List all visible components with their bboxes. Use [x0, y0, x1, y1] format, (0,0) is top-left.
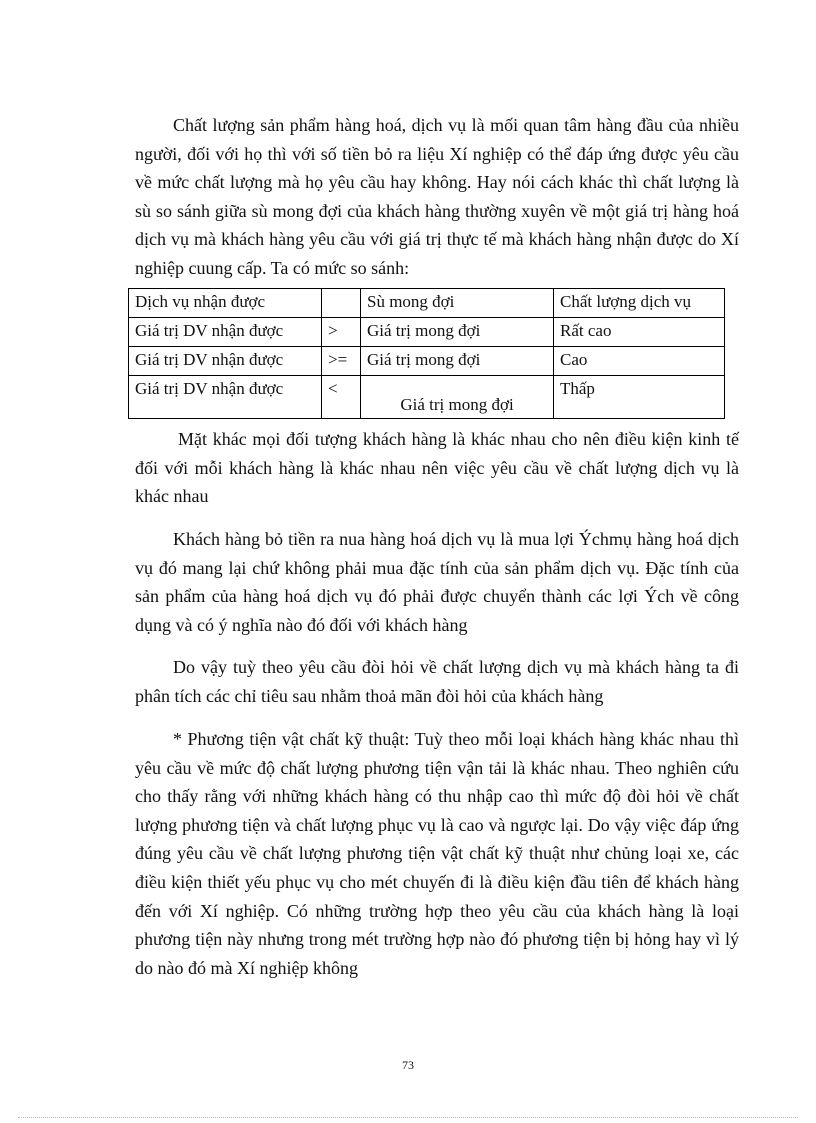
- table-row: [129, 318, 725, 347]
- table-cell: Giá trị mong đợi: [361, 376, 554, 419]
- paragraph-customer-differences: Mặt khác mọi đối tượng khách hàng là khác nhau cho nên điều kiện kinh tế đối với mỗi khách hàng là khác nhau nên việc yêu cầu về chất lượng dịch vụ là khác nhau: [135, 429, 739, 507]
- table-cell: Giá trị mong đợi: [361, 318, 554, 347]
- table-header-cell: Chất lượng dịch vụ: [554, 289, 725, 318]
- table-cell: Rất cao: [554, 318, 725, 347]
- paragraph-customer-benefits: Khách hàng bỏ tiền ra nua hàng hoá dịch vụ là mua lợi Ýchmụ hàng hoá dịch vụ đó mang lại chứ không phải mua đặc tính của sản phẩm dịch vụ. Đặc tính của sản phẩm của hàng hoá dịch vụ đó phải được chuyển thành các lợi Ých về công dụng và có ý nghĩa nào đó đối với khách hàng: [135, 529, 739, 635]
- table-header-cell: Dịch vụ nhận được: [129, 289, 322, 318]
- table-header-cell: [322, 289, 361, 318]
- table-row: [129, 347, 725, 376]
- table-cell: >: [322, 318, 361, 347]
- table-row: [129, 376, 725, 419]
- table-cell: Giá trị DV nhận được: [129, 376, 322, 419]
- table-header-row: [129, 289, 725, 318]
- table-cell: Giá trị mong đợi: [361, 347, 554, 376]
- table-cell: Giá trị DV nhận được: [129, 347, 322, 376]
- paragraph-technical-facilities: * Phương tiện vật chất kỹ thuật: Tuỳ theo mỗi loại khách hàng khác nhau thì yêu cầu về mức độ chất lượng phương tiện vận tải là khác nhau. Theo nghiên cứu cho thấy rằng với những khách hàng có thu nhập cao thì mức độ đòi hỏi về chất lượng phương tiện và chất lượng phục vụ là cao và ngược lại. Do vậy việc đáp ứng đúng yêu cầu về chất lượng phương tiện vật chất kỹ thuật như chủng loại xe, các điều kiện thiết yếu phục vụ cho mét chuyến đi là điều kiện đầu tiên để khách hàng đến với Xí nghiệp. Có những trường hợp theo yêu cầu của khách hàng là loại phương tiện này nhưng trong mét trường hợp nào đó phương tiện bị hỏng hay vì lý do nào đó mà Xí nghiệp không: [135, 729, 739, 978]
- table-cell: Thấp: [554, 376, 725, 419]
- table-cell: Cao: [554, 347, 725, 376]
- table-cell: Giá trị DV nhận được: [129, 318, 322, 347]
- table-cell: >=: [322, 347, 361, 376]
- page-number: 73: [402, 1058, 414, 1072]
- paragraph-quality-intro: Chất lượng sản phẩm hàng hoá, dịch vụ là mối quan tâm hàng đầu của nhiều người, đối với họ thì với số tiền bỏ ra liệu Xí nghiệp có thể đáp ứng được yêu cầu về mức chất lượng mà họ yêu cầu hay không. Hay nói cách khác thì chất lượng là sù so sánh giữa sù mong đợi của khách hàng thường xuyên về một giá trị hàng hoá dịch vụ mà khách hàng yêu cầu với giá trị thực tế mà khách hàng nhận được do Xí nghiệp cuung cấp. Ta có mức so sánh:: [135, 115, 739, 278]
- comparison-table: [128, 288, 725, 419]
- page-bottom-divider: [18, 1117, 798, 1118]
- paragraph-analysis-criteria: Do vậy tuỳ theo yêu cầu đòi hỏi về chất lượng dịch vụ mà khách hàng ta đi phân tích các chỉ tiêu sau nhằm thoả mãn đòi hỏi của khách hàng: [135, 657, 739, 706]
- table-cell: <: [322, 376, 361, 419]
- table-header-cell: Sù mong đợi: [361, 289, 554, 318]
